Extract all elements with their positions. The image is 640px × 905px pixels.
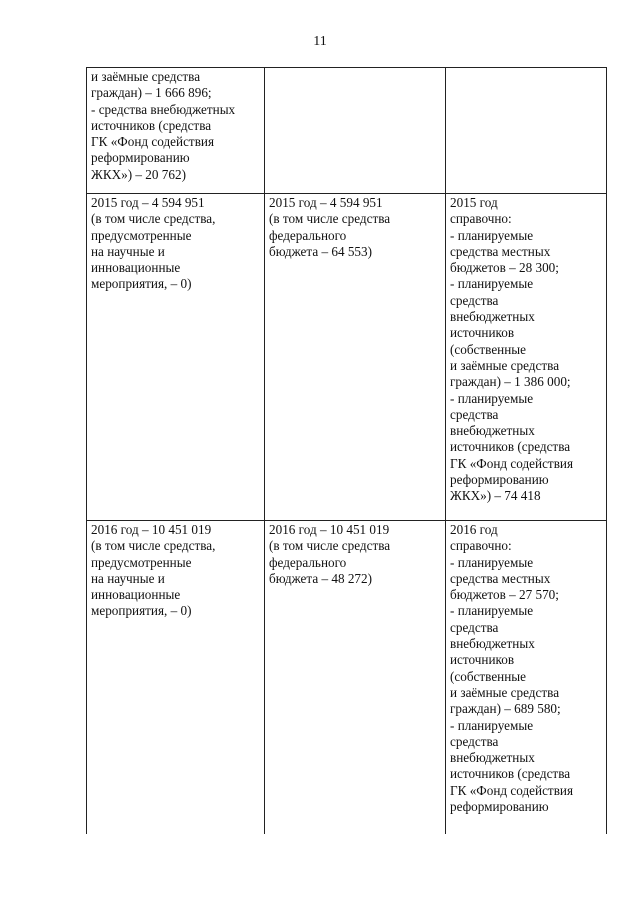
table-cell-reference: 2016 год справочно: - планируемые средства местных бюджетов – 27 570; - планируемые средства внебюджетных источников (собственные и заёмные средства граждан) – 689 580; - планируемые средства внебюджетных источников (средства ГК «Фонд содействия реформированию bbox=[446, 521, 607, 835]
table-row bbox=[87, 194, 607, 521]
table-row bbox=[87, 68, 607, 194]
page-number: 11 bbox=[313, 34, 327, 49]
table-cell-reference: 2015 год справочно: - планируемые средства местных бюджетов – 28 300; - планируемые средства внебюджетных источников (собственные и заёмные средства граждан) – 1 386 000; - планируемые средства внебюджетных источников (средства ГК «Фонд содействия реформированию ЖКХ») – 74 418 bbox=[446, 194, 607, 521]
table-cell-total: 2015 год – 4 594 951 (в том числе средства, предусмотренные на научные и инновационные мероприятия, – 0) bbox=[87, 194, 265, 521]
table-cell-federal bbox=[265, 68, 446, 194]
table-cell-reference bbox=[446, 68, 607, 194]
table-cell-total: и заёмные средства граждан) – 1 666 896; - средства внебюджетных источников (средства ГК «Фонд содействия реформированию ЖКХ») – 20 762) bbox=[87, 68, 265, 194]
table-row bbox=[87, 521, 607, 835]
table-cell-federal: 2016 год – 10 451 019 (в том числе средства федерального бюджета – 48 272) bbox=[265, 521, 446, 835]
table-cell-total: 2016 год – 10 451 019 (в том числе средства, предусмотренные на научные и инновационные мероприятия, – 0) bbox=[87, 521, 265, 835]
table-cell-federal: 2015 год – 4 594 951 (в том числе средства федерального бюджета – 64 553) bbox=[265, 194, 446, 521]
funding-table bbox=[86, 67, 607, 834]
